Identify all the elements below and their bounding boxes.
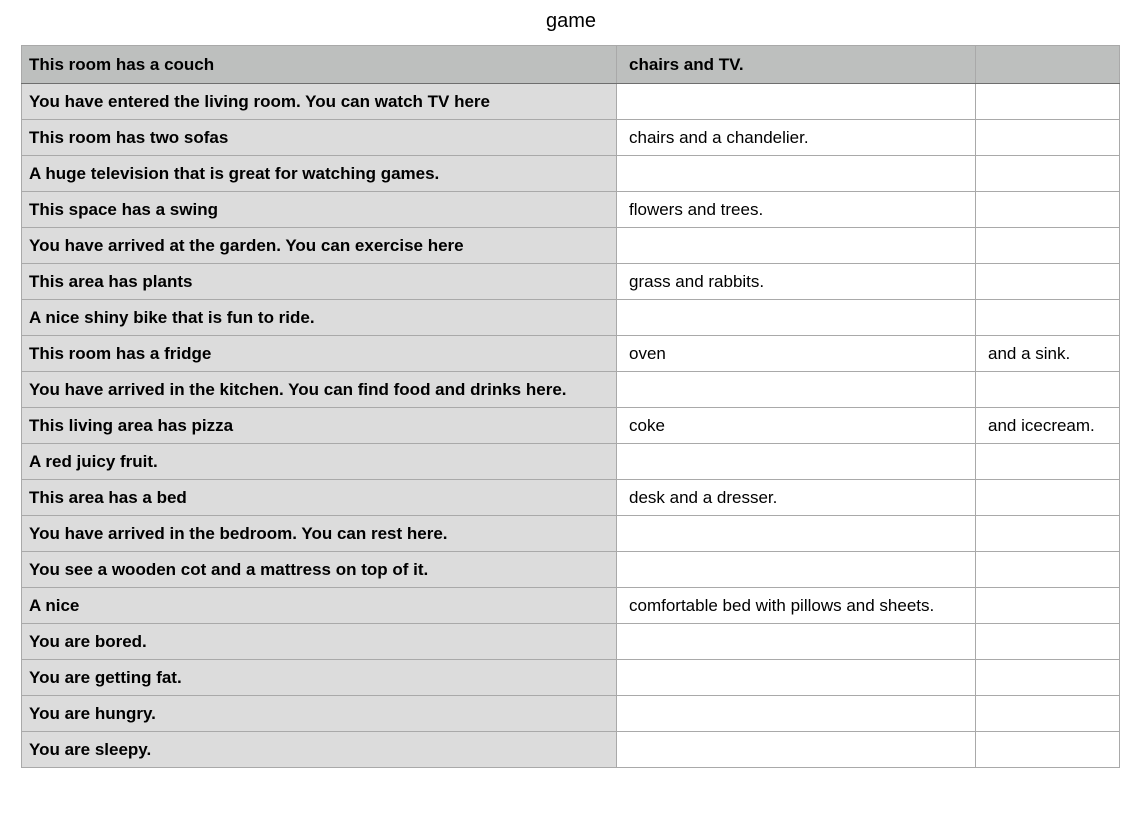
table-row <box>22 156 1120 192</box>
table-row <box>22 732 1120 768</box>
table-cell-col-3[interactable] <box>976 156 1120 192</box>
table-row <box>22 372 1120 408</box>
table-cell-col-1[interactable]: You have arrived in the kitchen. You can find food and drinks here. <box>22 372 617 408</box>
table-cell-col-1[interactable]: A nice shiny bike that is fun to ride. <box>22 300 617 336</box>
table-cell-col-1[interactable]: You are hungry. <box>22 696 617 732</box>
table-cell-col-2[interactable] <box>617 552 976 588</box>
table-cell-col-3[interactable] <box>976 552 1120 588</box>
table-cell-col-1[interactable]: You see a wooden cot and a mattress on top of it. <box>22 552 617 588</box>
table-body <box>22 46 1120 768</box>
table-cell-col-3[interactable] <box>976 624 1120 660</box>
header-row <box>22 46 1120 84</box>
table-cell-col-3[interactable] <box>976 444 1120 480</box>
table-cell-col-2[interactable] <box>617 696 976 732</box>
sheet-title: game <box>545 10 597 32</box>
table-cell-col-3[interactable] <box>976 696 1120 732</box>
table-cell-col-2[interactable]: grass and rabbits. <box>617 264 976 300</box>
table-cell-col-2[interactable] <box>617 444 976 480</box>
table-cell-col-1[interactable]: This area has a bed <box>22 480 617 516</box>
table-cell-col-2[interactable] <box>617 228 976 264</box>
table-cell-col-1[interactable]: This space has a swing <box>22 192 617 228</box>
table-cell-col-2[interactable]: chairs and a chandelier. <box>617 120 976 156</box>
table-cell-col-3[interactable] <box>976 588 1120 624</box>
table-cell-col-3[interactable] <box>976 300 1120 336</box>
table-cell-col-3[interactable]: and icecream. <box>976 408 1120 444</box>
table-cell-col-2[interactable]: coke <box>617 408 976 444</box>
table-cell-col-2[interactable]: flowers and trees. <box>617 192 976 228</box>
table-cell-col-3[interactable] <box>976 480 1120 516</box>
table-cell-col-1[interactable]: This room has two sofas <box>22 120 617 156</box>
table-cell-col-1[interactable]: You have arrived at the garden. You can exercise here <box>22 228 617 264</box>
table-cell-col-2[interactable] <box>617 84 976 120</box>
table-cell-col-2[interactable] <box>617 156 976 192</box>
table-row <box>22 336 1120 372</box>
table-row <box>22 408 1120 444</box>
table-row <box>22 84 1120 120</box>
table-row <box>22 660 1120 696</box>
table-row <box>22 552 1120 588</box>
table-cell-col-3[interactable]: and a sink. <box>976 336 1120 372</box>
table-cell-col-3[interactable] <box>976 84 1120 120</box>
table-cell-col-3[interactable] <box>976 264 1120 300</box>
table-row <box>22 228 1120 264</box>
table-row <box>22 480 1120 516</box>
table-cell-col-3[interactable] <box>976 660 1120 696</box>
table-cell-col-1[interactable]: You are bored. <box>22 624 617 660</box>
table-cell-col-1[interactable]: You are getting fat. <box>22 660 617 696</box>
table-cell-col-2[interactable]: oven <box>617 336 976 372</box>
table-cell-col-1[interactable]: A red juicy fruit. <box>22 444 617 480</box>
table-row <box>22 588 1120 624</box>
table-cell-col-2[interactable] <box>617 516 976 552</box>
table-row <box>22 516 1120 552</box>
table-row <box>22 300 1120 336</box>
header-cell-1[interactable]: This room has a couch <box>22 46 617 84</box>
table-cell-col-2[interactable]: comfortable bed with pillows and sheets. <box>617 588 976 624</box>
table-cell-col-2[interactable] <box>617 624 976 660</box>
table-cell-col-1[interactable]: You have entered the living room. You can watch TV here <box>22 84 617 120</box>
table-cell-col-3[interactable] <box>976 228 1120 264</box>
table-cell-col-3[interactable] <box>976 372 1120 408</box>
table-cell-col-1[interactable]: You have arrived in the bedroom. You can rest here. <box>22 516 617 552</box>
table-cell-col-3[interactable] <box>976 732 1120 768</box>
table-row <box>22 264 1120 300</box>
table-cell-col-1[interactable]: This room has a fridge <box>22 336 617 372</box>
header-cell-3[interactable] <box>976 46 1120 84</box>
table-cell-col-1[interactable]: A huge television that is great for watching games. <box>22 156 617 192</box>
table-cell-col-1[interactable]: You are sleepy. <box>22 732 617 768</box>
table-cell-col-2[interactable]: desk and a dresser. <box>617 480 976 516</box>
table-row <box>22 120 1120 156</box>
table-cell-col-2[interactable] <box>617 732 976 768</box>
game-table <box>21 45 1120 768</box>
table-row <box>22 696 1120 732</box>
table-cell-col-1[interactable]: This area has plants <box>22 264 617 300</box>
table-cell-col-2[interactable] <box>617 372 976 408</box>
table-cell-col-3[interactable] <box>976 516 1120 552</box>
table-row <box>22 624 1120 660</box>
header-cell-2[interactable]: chairs and TV. <box>617 46 976 84</box>
table-cell-col-1[interactable]: This living area has pizza <box>22 408 617 444</box>
table-cell-col-3[interactable] <box>976 120 1120 156</box>
table-cell-col-3[interactable] <box>976 192 1120 228</box>
table-row <box>22 444 1120 480</box>
table-row <box>22 192 1120 228</box>
table-cell-col-2[interactable] <box>617 300 976 336</box>
table-cell-col-2[interactable] <box>617 660 976 696</box>
table-cell-col-1[interactable]: A nice <box>22 588 617 624</box>
